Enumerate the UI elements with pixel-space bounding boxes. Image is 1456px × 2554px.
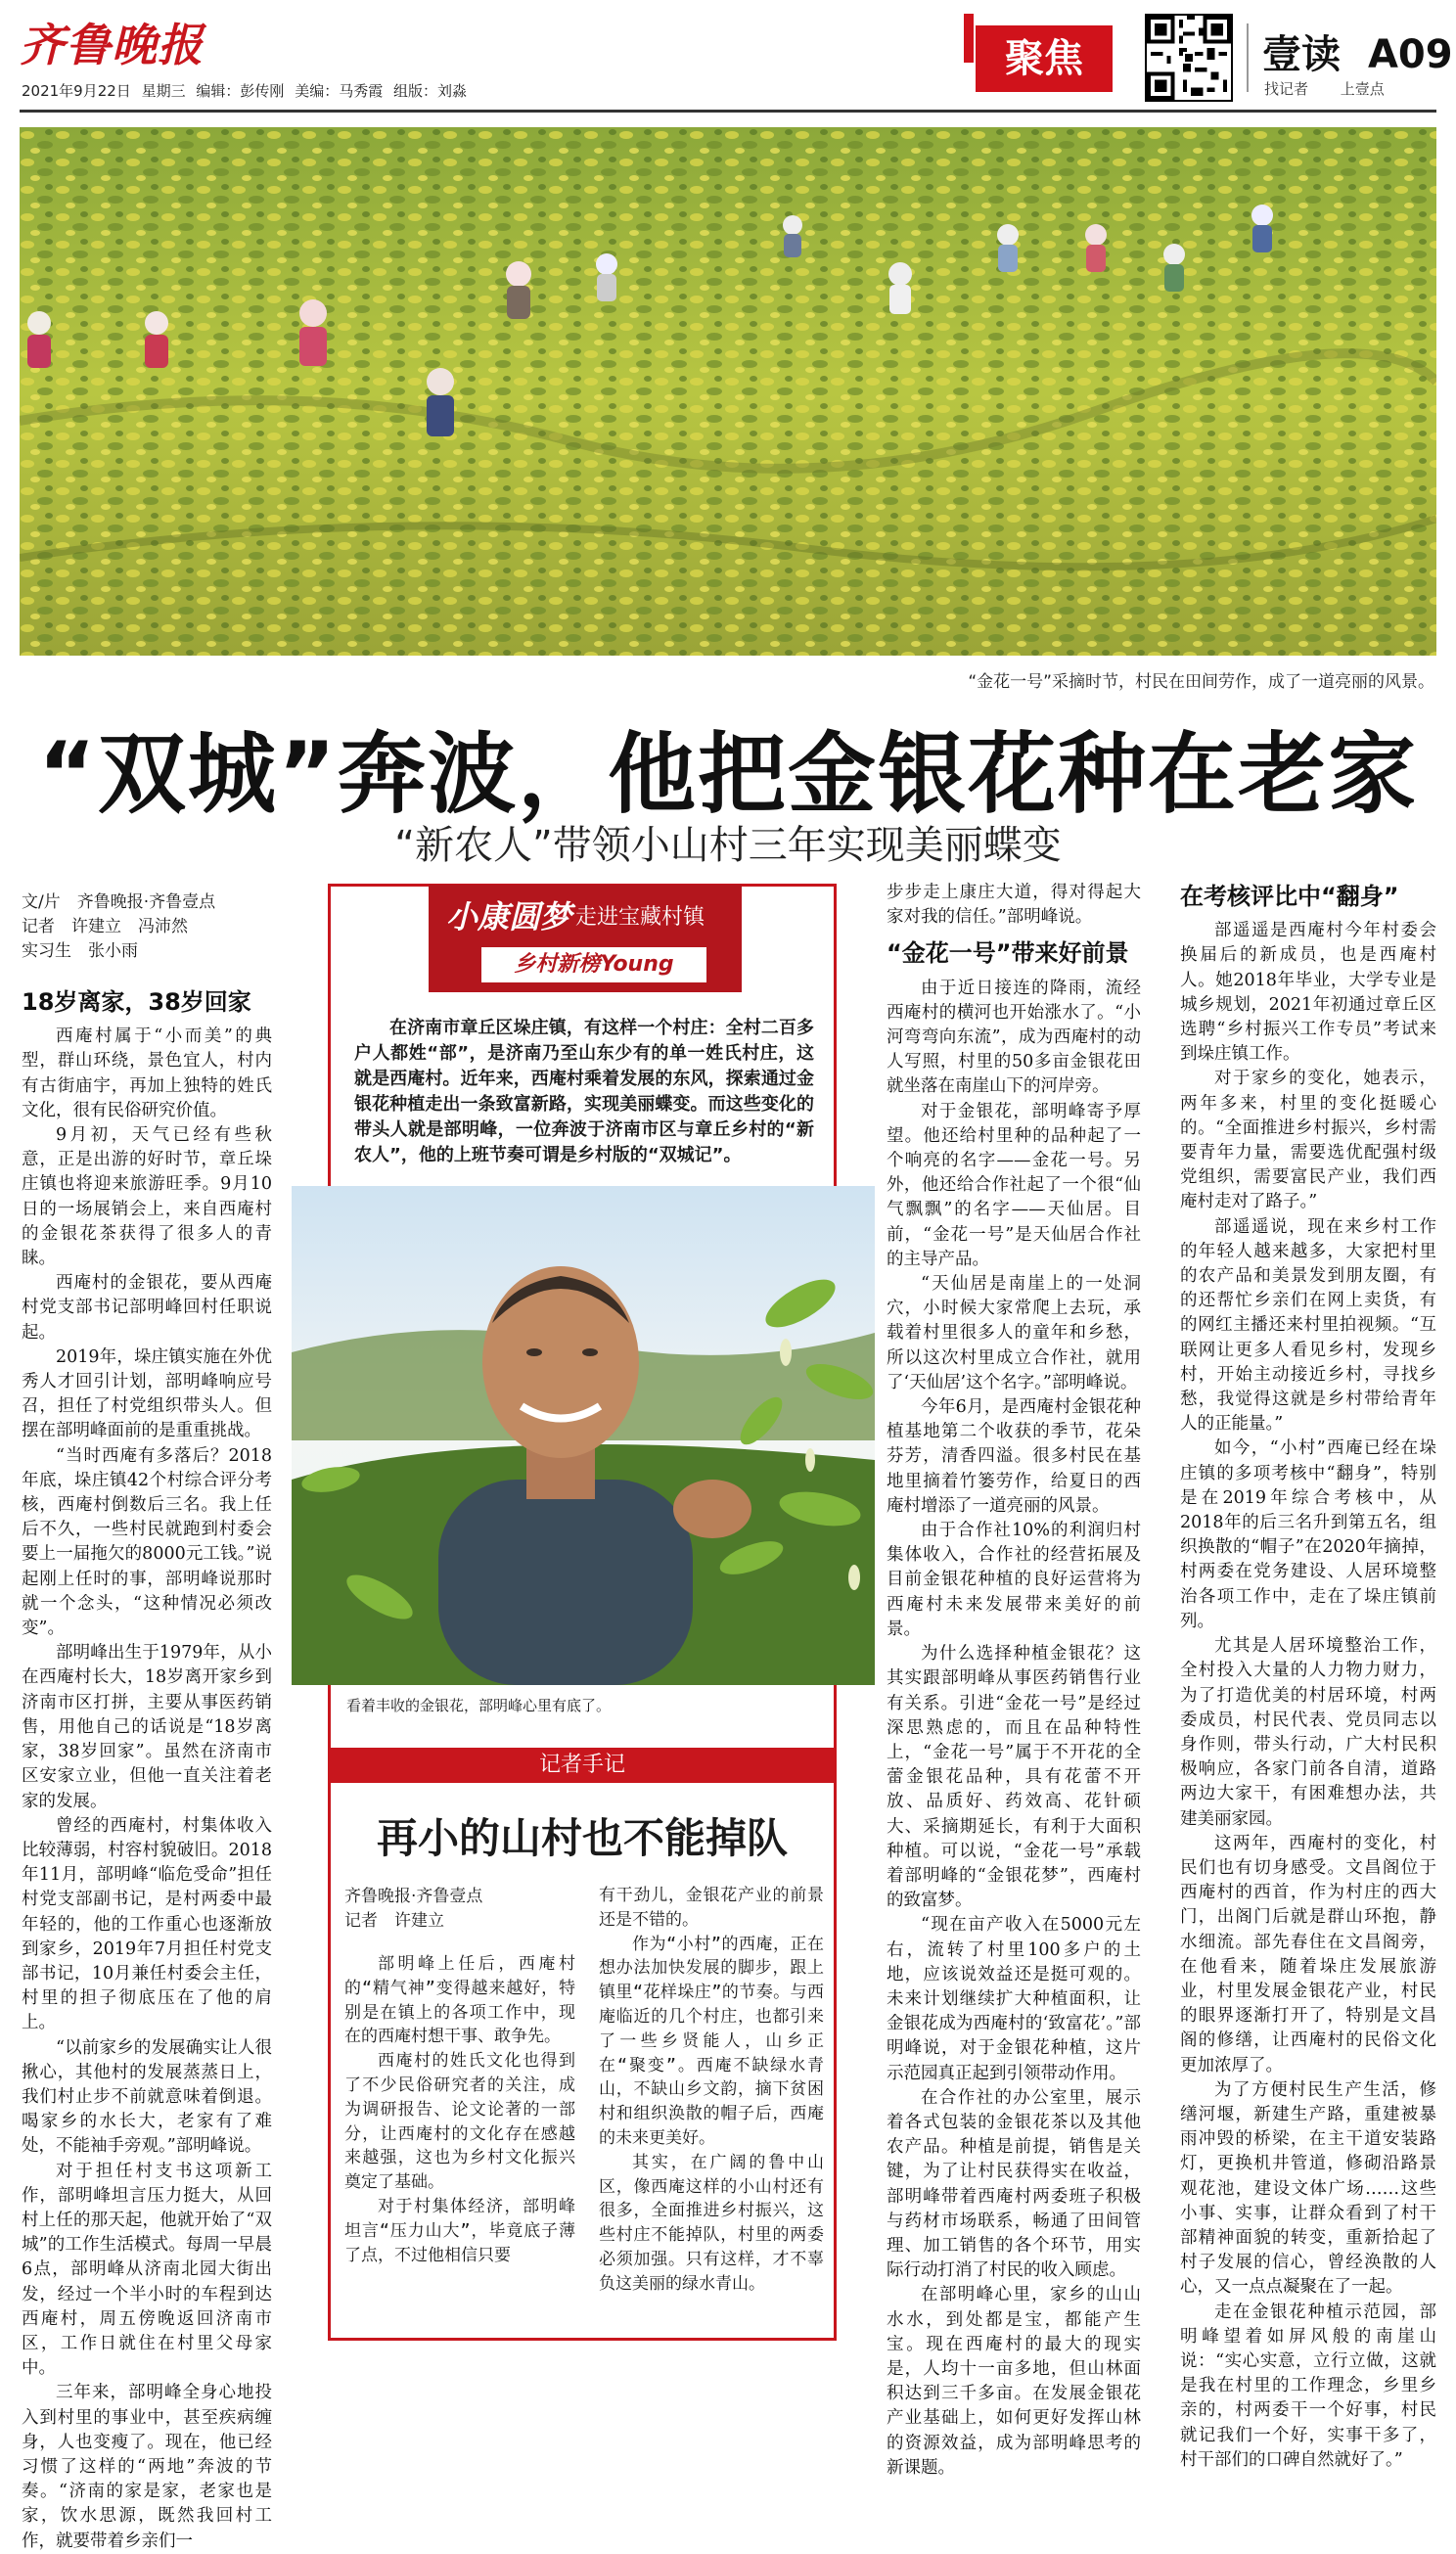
article-column-1 — [22, 979, 272, 2554]
paragraph: 对于村集体经济，部明峰坦言“压力山大”，毕竟底子薄了点，不过他相信只要 — [344, 2196, 575, 2265]
paragraph: 9月初，天气已经有些秋意，正是出游的好时节，章丘垛庄镇也将迎来旅游旺季。9月10日的一场展销会上，来自西庵村的金银花茶获得了很多人的青睐。 — [22, 1125, 272, 1269]
honeysuckle-field-photo — [20, 127, 1436, 656]
byline-line: 记者 许建立 冯沛然 — [22, 917, 188, 936]
notes-byline-line: 记者 许建立 — [344, 1911, 444, 1931]
notes-section-bar: 记者手记 — [331, 1748, 834, 1783]
page-column-title — [1262, 23, 1453, 79]
section-title: 18岁离家，38岁回家 — [22, 988, 251, 1016]
paragraph: 部遥遥是西庵村今年村委会换届后的新成员，也是西庵村人。她2018年毕业，大学专业是城乡规划，2021年初通过章丘区选聘“乡村振兴工作专员”考试来到垛庄镇工作。 — [1180, 921, 1436, 1065]
paragraph: 对于家乡的变化，她表示，两年多来，村里的变化挺暖心的。“全面推进乡村振兴，乡村需要青年力量，需要选优配强村级党组织，需要富民产业，我们西庵村走对了路子。” — [1180, 1069, 1436, 1212]
paragraph: 有干劲儿，金银花产业的前景还是不错的。 — [599, 1886, 824, 1930]
header-rule — [20, 110, 1436, 113]
issue-weekday: 星期三 — [141, 82, 186, 100]
paragraph: 对于担任村支书这项新工作，部明峰坦言压力挺大，从回村上任的那天起，他就开始了“双城”的工作生活模式。每周一早晨6点，部明峰从济南北园大街出发，经过一个半小时的车程到达西庵村，周五傍晚返回济南市区，工作日就住在村里父母家中。 — [22, 2161, 272, 2379]
paragraph: 走在金银花种植示范园，部明峰望着如屏风般的南崖山说：“实心实意，立行立做，这就是我在村里的工作理念，乡里乡亲的，村两委干一个好事，村民就记我们一个好，实事干多了，村干部们的口碑自然就好了。” — [1180, 2302, 1436, 2470]
portrait-caption: 看着丰收的金银花，部明峰心里有底了。 — [346, 1697, 612, 1714]
paragraph: 在部明峰心里，家乡的山山水水，到处都是宝，都能产生宝。现在西庵村的最大的现实是，人均十一亩多地，但山林面积达到三千多亩。在发展金银花产业基础上，如何更好发挥山林的资源效益，成为部明峰思考的新课题。 — [887, 2285, 1141, 2478]
paragraph: 其实，在广阔的鲁中山区，像西庵这样的小山村还有很多，全面推进乡村振兴，这些村庄不能掉队，村里的两委必须加强。只有这样，才不辜负这美丽的绿水青山。 — [599, 2152, 824, 2294]
feature-badge — [429, 885, 742, 992]
badge-subtitle: 走进宝藏村镇 — [575, 905, 705, 930]
editor-credit: 编辑：彭传刚 — [196, 82, 285, 100]
designer-credit: 美编：马秀霞 — [295, 82, 384, 100]
column-name: 壹读 — [1262, 32, 1341, 77]
notes-headline: 再小的山村也不能掉队 — [376, 1814, 788, 1862]
section-label-accent — [964, 14, 974, 63]
issue-info — [22, 80, 467, 101]
notes-byline-line: 齐鲁晚报·齐鲁壹点 — [344, 1887, 483, 1906]
paragraph: 由于近日接连的降雨，流经西庵村的横河也开始涨水了。“小河弯弯向东流”，成为西庵村的动人写照，村里的50多亩金银花田就坐落在南崖山下的河岸旁。 — [887, 978, 1141, 1097]
paragraph: 西庵村的金银花，要从西庵村党支部书记部明峰回村任职说起。 — [22, 1273, 272, 1343]
photo-caption: “金花一号”采摘时节，村民在田间劳作，成了一道亮丽的风景。 — [968, 672, 1434, 692]
notes-column-1 — [344, 1952, 575, 2267]
paragraph: 对于金银花，部明峰寄予厚望。他还给村里种的品种起了一个响亮的名字——金花一号。另外，他还给合作社起了一个很“仙气飘飘”的名字——天仙居。目前，“金花一号”是天仙居合作社的主导产品。 — [887, 1101, 1141, 1269]
byline-line: 文/片 齐鲁晚报·齐鲁壹点 — [22, 892, 216, 912]
article-column-3 — [887, 881, 1141, 2481]
paragraph: 为了方便村民生产生活，修缮河堰，新建生产路，重建被暴雨冲毁的桥梁，在主干道安装路灯，更换机井管道，修砌沿路景观花池，建设文体广场……这些小事、实事，让群众看到了村干部精神面貌的转变，重新拾起了村子发展的信心，曾经涣散的人心，又一点点凝聚在了一起。 — [1180, 2079, 1436, 2298]
paragraph: 步步走上康庄大道，得对得起大家对我的信任。”部明峰说。 — [887, 883, 1141, 928]
farmer-portrait-photo — [292, 1186, 875, 1685]
feature-intro — [354, 1016, 814, 1168]
section-title: 在考核评比中“翻身” — [1180, 883, 1399, 910]
header-divider — [1247, 23, 1249, 92]
intro-paragraph: 在济南市章丘区垛庄镇，有这样一个村庄：全村二百多户人都姓“部”，是济南乃至山东少有的单一姓氏村庄，这就是西庵村。近年来，西庵村乘着发展的东风，探索通过金银花种植走出一条致富新路，实现美丽蝶变。而这些变化的带头人就是部明峰，一位奔波于济南市区与章丘乡村的“新农人”，他的上班节奏可谓是乡村版的“双城记”。 — [354, 1018, 814, 1165]
qr-code-icon[interactable] — [1145, 14, 1233, 102]
paragraph: 由于合作社10%的利润归村集体收入，合作社的经营拓展及目前金银花种植的良好运营将为西庵村未来发展带来美好的前景。 — [887, 1521, 1141, 1639]
proof-credit: 组版：刘淼 — [392, 82, 467, 100]
byline-line: 实习生 张小雨 — [22, 941, 138, 961]
paragraph: 作为“小村”的西庵，正在想办法加快发展的脚步，跟上镇里“花样垛庄”的节奏。与西庵临近的几个村庄，也都引来了一些乡贤能人，山乡正在“聚变”。西庵不缺绿水青山，不缺山乡文韵，摘下贫困村和组织涣散的帽子后，西庵的未来更美好。 — [599, 1934, 824, 2148]
masthead-logo: 齐鲁晚报 — [20, 19, 204, 71]
paragraph: “天仙居是南崖上的一处洞穴，小时候大家常爬上去玩，承载着村里很多人的童年和乡愁，所以这次村里成立合作社，就用了‘天仙居’这个名字。”部明峰说。 — [887, 1274, 1141, 1392]
article-headline: “双城”奔波，他把金银花种在老家 — [37, 723, 1419, 826]
page-number: A09 — [1367, 32, 1453, 77]
slogan-left: 找记者 — [1264, 80, 1309, 98]
paragraph: 曾经的西庵村，村集体收入比较薄弱，村容村貌破旧。2018年11月，部明峰“临危受命”担任村党支部副书记，是村两委中最年轻的，他的工作重心也逐渐放到家乡，2019年7月担任村党支部书记，10月兼任村委会主任，村里的担子彻底压在了他的肩上。 — [22, 1815, 272, 2033]
badge-tag: 乡村新榜Young — [481, 947, 706, 982]
paragraph: 这两年，西庵村的变化，村民们也有切身感受。文昌阁位于西庵村的西首，作为村庄的西大门，出阁门后就是群山环抱，静水细流。部先春住在文昌阁旁，在他看来，随着垛庄发展旅游业，村里发展金银花产业，村民的眼界逐渐打开了，特别是文昌阁的修缮，让西庵村的民俗文化更加浓厚了。 — [1180, 1833, 1436, 2075]
paragraph: 三年来，部明峰全身心地投入到村里的事业中，甚至疾病缠身，人也变瘦了。现在，他已经习惯了这样的“两地”奔波的节奏。“济南的家是家，老家也是家，饮水思源，既然我回村工作，就要带着乡亲们一 — [22, 2383, 272, 2551]
issue-date: 2021年9月22日 — [22, 82, 131, 100]
paragraph: “以前家乡的发展确实让人很揪心，其他村的发展蒸蒸日上，我们村止步不前就意味着倒退。喝家乡的水长大，老家有了难处，不能袖手旁观。”部明峰说。 — [22, 2037, 272, 2157]
slogan-right: 上壹点 — [1340, 80, 1385, 98]
badge-title: 小康圆梦 — [446, 898, 572, 935]
notes-byline — [344, 1885, 482, 1934]
paragraph: 2019年，垛庄镇实施在外优秀人才回引计划，部明峰响应号召，担任了村党组织带头人。但摆在部明峰面前的是重重挑战。 — [22, 1346, 272, 1441]
article-subhead: “新农人”带领小山村三年实现美丽蝶变 — [394, 823, 1062, 868]
paragraph: 如今，“小村”西庵已经在垛庄镇的多项考核中“翻身”，特别是在2019年综合考核中，从2018年的后三名升到第五名，组织换散的“帽子”在2020年摘掉，村两委在党务建设、人居环境整治各项工作中，走在了垛庄镇前列。 — [1180, 1438, 1436, 1631]
paragraph: “当时西庵有多落后？2018年底，垛庄镇42个村综合评分考核，西庵村倒数后三名。我上任后不久，一些村民就跑到村委会要上一届拖欠的8000元工钱。”说起刚上任时的事，部明峰说那时就一个念头，“这种情况必须改变”。 — [22, 1445, 272, 1639]
paragraph: 部明峰上任后，西庵村的“精气神”变得越来越好，特别是在镇上的各项工作中，现在的西庵村想干事、敢争先。 — [344, 1954, 575, 2047]
paragraph: “现在亩产收入在5000元左右，流转了村里100多户的土地，应该说效益还是挺可观的。未来计划继续扩大种植面积，让金银花成为西庵村的‘致富花’。”部明峰说，对于金银花种植，这片示范园真正起到引领带动作用。 — [887, 1915, 1141, 2083]
section-title: “金花一号”带来好前景 — [887, 939, 1129, 968]
paragraph: 尤其是人居环境整治工作，全村投入大量的人力物力财力，为了打造优美的村居环境，村两委成员，村民代表、党员同志以身作则，带头行动，广大村民积极响应，各家门前各自清，道路两边大家干，有困难想办法，共建美丽家园。 — [1180, 1636, 1436, 1829]
paragraph: 部明峰出生于1979年，从小在西庵村长大，18岁离开家乡到济南市区打拼，主要从事医药销售，用他自己的话说是“18岁离家，38岁回家”。虽然在济南市区安家立业，但他一直关注着老家的发展。 — [22, 1643, 272, 1811]
paragraph: 为什么选择种植金银花？这其实跟部明峰从事医药销售行业有关系。引进“金花一号”是经过深思熟虑的，而且在品种特性上，“金花一号”属于不开花的全蕾金银花品种，具有花蕾不开放、品质好、药效高、花针硕大、采摘期延长，有利于大面积种植。可以说，“金花一号”承载着部明峰的“金银花梦”，西庵村的致富梦。 — [887, 1644, 1141, 1911]
paragraph: 西庵村属于“小而美”的典型，群山环绕，景色宜人，村内有古街庙宇，再加上独特的姓氏文化，很有民俗研究价值。 — [22, 1026, 272, 1120]
section-label: 聚焦 — [976, 25, 1113, 92]
paragraph: 西庵村的姓氏文化也得到了不少民俗研究者的关注，成为调研报告、论文论著的一部分，让西庵村的文化存在感越来越强，这也为乡村文化振兴奠定了基础。 — [344, 2051, 575, 2193]
paragraph: 在合作社的办公室里，展示着各式包装的金银花茶以及其他农产品。种植是前提，销售是关键，为了让村民获得实在收益，部明峰带着西庵村两委班子积极与药材市场联系，畅通了田间管理、加工销售的各个环节，用实际行动打消了村民的收入顾虑。 — [887, 2087, 1141, 2281]
paragraph: 今年6月，是西庵村金银花种植基地第二个收获的季节，花朵芬芳，清香四溢。很多村民在基地里摘着竹篓劳作，给夏日的西庵村增添了一道亮丽的风景。 — [887, 1397, 1141, 1516]
article-byline — [22, 890, 215, 964]
article-column-4 — [1180, 881, 1436, 2473]
header-slogan — [1264, 78, 1385, 99]
paragraph: 部遥遥说，现在来乡村工作的年轻人越来越多，大家把村里的农产品和美景发到朋友圈，有的还帮忙乡亲们在网上卖货，有的网红主播还来村里拍视频。“互联网让更多人看见乡村，发现乡村，开始主动接近乡村，寻找乡愁，我觉得这就是乡村带给青年人的正能量。” — [1180, 1216, 1436, 1435]
notes-column-2 — [599, 1884, 824, 2297]
